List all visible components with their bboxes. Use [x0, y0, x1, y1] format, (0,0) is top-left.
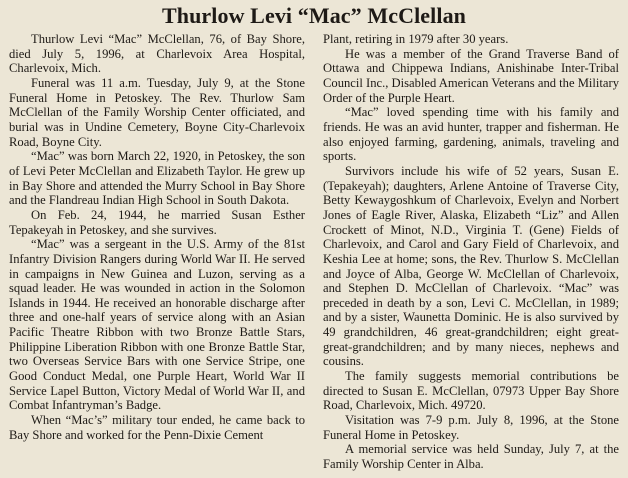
- paragraph-survivors: Survivors include his wife of 52 years, Susan E. (Tepakeyah); daughters, Arlene Antoine of Traverse City, Betty Kewaygoshkum of Charlevoix, Evelyn and Norbert Jones of Eagle River, Alaska, Elizabeth “Liz” and Allen Crockett of Minot, N.D., Virginia T. (Gene) Fields of Charlevoix, and Carol and Gary Field of Charlevoix, and Keshia Lee at home; sons, the Rev. Thurlow S. McClellan and Joyce of Alba, George W. McClellan of Charlevoix, and Stephen D. McClellan of Charlevoix. “Mac” was preceded in death by a son, Levi C. McClellan, in 1989; and by a sister, Waunetta Dominic. He is also survived by 49 grandchildren, 46 great-grandchildren; eight great-great-grandchildren; and by many nieces, nephews and cousins.: [323, 163, 619, 369]
- paragraph-marriage: On Feb. 24, 1944, he married Susan Esther Tepakeyah in Petoskey, and she survives.: [9, 207, 305, 237]
- obituary-title: Thurlow Levi “Mac” McClellan: [161, 3, 467, 28]
- left-column: [9, 32, 305, 472]
- paragraph-funeral: Funeral was 11 a.m. Tuesday, July 9, at the Stone Funeral Home in Petoskey. The Rev. Thurlow Sam McClellan of the Family Worship Center officiated, and burial was in Undine Cemetery, Boyne City-Charlevoix Road, Boyne City.: [9, 75, 305, 149]
- paragraph-birth: “Mac” was born March 22, 1920, in Petoskey, the son of Levi Peter McClellan and Elizabeth Taylor. He grew up in Bay Shore and attended the Murry School in Bay Shore and the Flandreau Indian High School in South Dakota.: [9, 149, 305, 208]
- paragraph-after-service: When “Mac’s” military tour ended, he came back to Bay Shore and worked for the Penn-Dixie Cement: [9, 413, 305, 442]
- paragraph-hobbies: “Mac” loved spending time with his family and friends. He was an avid hunter, trapper and fisherman. He also enjoyed farming, gardening, animals, traveling and sports.: [323, 105, 619, 164]
- paragraph-memorial-contributions: The family suggests memorial contributions be directed to Susan E. McClellan, 07973 Upper Bay Shore Road, Charlevoix, Mich. 49720.: [323, 369, 619, 413]
- paragraph-visitation: Visitation was 7-9 p.m. July 8, 1996, at the Stone Funeral Home in Petoskey.: [323, 413, 619, 442]
- paragraph-death-notice: Thurlow Levi “Mac” McClellan, 76, of Bay Shore, died July 5, 1996, at Charlevoix Area Hospital, Charlevoix, Mich.: [9, 32, 305, 76]
- paragraph-continuation: Plant, retiring in 1979 after 30 years.: [323, 32, 509, 46]
- paragraph-memorial-service: A memorial service was held Sunday, July 7, at the Family Worship Center in Alba.: [323, 442, 619, 472]
- paragraph-military-service: “Mac” was a sergeant in the U.S. Army of the 81st Infantry Division Rangers during World War II. He served in campaigns in New Guinea and Luzon, serving as a squad leader. He was wounded in action in the Solomon Islands in 1944. He received an honorable discharge after three and one-half years of service along with an Asian Pacific Theatre Ribbon with two Bronze Battle Stars, Philippine Liberation Ribbon with one Bronze Battle Star, two Overseas Service Bars with one Service Stripe, one Good Conduct Medal, one Purple Heart, World War II Service Lapel Button, Victory Medal of World War II, and Combat Infantryman’s Badge.: [9, 237, 305, 413]
- right-column: [323, 32, 619, 472]
- article-columns: [9, 32, 619, 472]
- paragraph-memberships: He was a member of the Grand Traverse Band of Ottawa and Chippewa Indians, Anishinabe Inter-Tribal Council Inc., Disabled American Veterans and the Military Order of the Purple Heart.: [323, 46, 619, 105]
